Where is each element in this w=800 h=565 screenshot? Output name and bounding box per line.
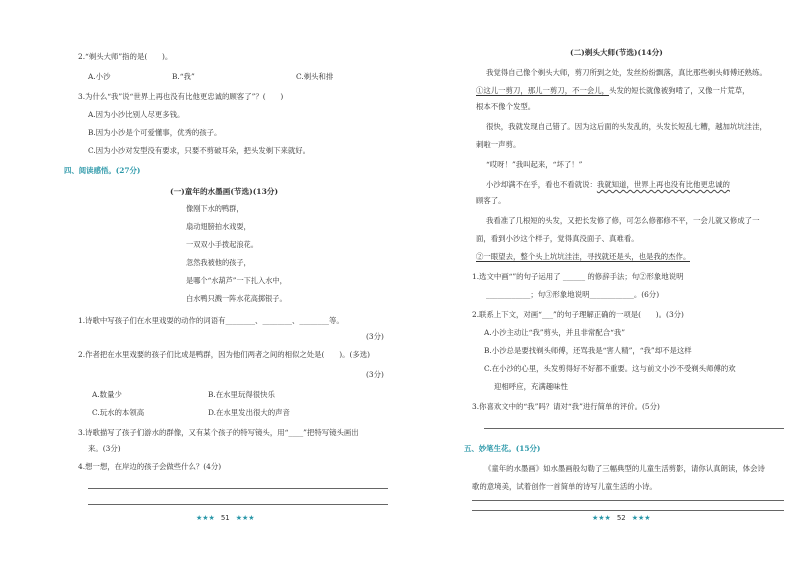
option-d: D.在水里发出很大的声音 bbox=[208, 408, 290, 417]
option-b: B.小沙总是要找剃头师傅，还骂我是“害人精”，“我”却不是这样 bbox=[484, 346, 692, 355]
question-3: 3.诗歌描写了孩子们游水的群像，又有某个孩子的特写镜头，用“____”把特写镜头画出 bbox=[78, 428, 359, 437]
option-a: A.数量少 bbox=[92, 390, 122, 399]
question-3-cont: 来。(3分) bbox=[88, 444, 121, 453]
answer-line[interactable] bbox=[484, 428, 784, 429]
option-c: C.剃头和排 bbox=[296, 72, 334, 81]
star-icon: ★★★ bbox=[235, 514, 255, 522]
section-heading: 四、阅读感悟。(27分) bbox=[64, 166, 141, 175]
option-c: C.因为小沙对发型没有要求，只要不剪破耳朵，把头发剃下来就好。 bbox=[88, 146, 311, 155]
answer-line[interactable] bbox=[88, 488, 388, 489]
option-a: A.小沙 bbox=[88, 72, 111, 81]
question-2: 2.联系上下文，对画“___”的句子理解正确的一项是( )。(3分) bbox=[472, 310, 684, 319]
paragraph: “哎呀！”我叫起来，“坏了！” bbox=[486, 160, 583, 169]
star-icon: ★★★ bbox=[631, 514, 651, 522]
paragraph: ①这儿一剪刀，那儿一剪刀，不一会儿，头发的短长就像被狗啃了，又像一片荒草， bbox=[476, 86, 750, 95]
question-1-cont: ____________；句③形象地说明____________。(6分) bbox=[486, 290, 660, 299]
paragraph-cont: ②一眼望去，整个头上坑坑洼洼，寻找就还是头，也是我的杰作。 bbox=[476, 252, 691, 261]
paragraph-cont: 面，看到小沙这个样子，觉得真没面子、真难看。 bbox=[476, 234, 639, 243]
paragraph-cont: 根本不像个发型。 bbox=[476, 102, 536, 111]
page-footer bbox=[592, 514, 651, 522]
prompt-text: 《童年的水墨画》如水墨画般勾勒了三幅典型的儿童生活剪影，请你认真朗读，体会诗 bbox=[484, 464, 765, 473]
question-1: 1.选文中画“”的句子运用了 ______ 的修辞手法；句②形象地说明 bbox=[472, 272, 684, 281]
poem-line: 像刚下水的鸭群， bbox=[186, 204, 244, 213]
option-b: B.“我” bbox=[172, 72, 195, 81]
question-3: 3.你喜欢文中的“我”吗？请对“我”进行简单的评价。(5分) bbox=[472, 402, 660, 411]
option-c-cont: 迎相呼应，充满趣味性 bbox=[494, 382, 568, 391]
answer-line[interactable] bbox=[472, 500, 784, 501]
question-2: 2.“剃头大师”指的是( )。 bbox=[78, 52, 173, 61]
paragraph: 很快，我就发现自己错了。因为这后面的头发乱的，头发长短乱七糟，越加坑坑洼洼， bbox=[486, 122, 767, 131]
paragraph: 我看准了几根短的头发，又把长发修了修，可怎么修都修不平，一会儿就又修成了一 bbox=[486, 216, 760, 225]
option-b: B.因为小沙是个可爱懂事，优秀的孩子。 bbox=[88, 128, 222, 137]
question-2: 2.作者把在水里戏要的孩子们比成是鸭群，因为他们两者之间的相似之处是( )。(多选) bbox=[78, 350, 371, 359]
score: (3分) bbox=[366, 332, 384, 341]
option-c: C.在小沙的心里，头发剪得好不好都不重要。这与前文小沙不受剃头师傅的欢 bbox=[484, 364, 736, 373]
answer-line[interactable] bbox=[88, 504, 388, 505]
poem-line: 忽然我被他的孩子， bbox=[186, 258, 251, 267]
question-1: 1.诗歌中写孩子们在水里戏耍的动作的词语有________、________、________等。 bbox=[78, 316, 344, 325]
prompt-text-cont: 歌的意境美，试着创作一首简单的诗写儿童生活的小诗。 bbox=[472, 482, 657, 491]
option-a: A.因为小沙比别人尽更多钱。 bbox=[88, 110, 185, 119]
star-icon: ★★★ bbox=[592, 514, 611, 522]
passage-title: (一)童年的水墨画(节选)(13分) bbox=[170, 187, 279, 196]
paragraph-cont: 顾客了。 bbox=[476, 196, 506, 205]
question-3: 3.为什么“我”说“世界上再也没有比他更忠诚的顾客了”？( ) bbox=[78, 92, 284, 101]
poem-line: 是哪个“水葫芦”一下扎入水中， bbox=[186, 276, 287, 285]
option-c: C.玩水的本领高 bbox=[92, 408, 145, 417]
poem-line: 扇动翅膀拍水戏耍， bbox=[186, 222, 251, 231]
poem-line: 一双双小手拨起浪花。 bbox=[186, 240, 258, 249]
paragraph-cont: 刺啦一声剪。 bbox=[476, 140, 521, 149]
paragraph: 我觉得自己像个剃头大师，剪刀所到之处，发丝纷纷飘落，真比那些剃头师傅还熟练。 bbox=[486, 68, 767, 77]
page-number: 51 bbox=[220, 514, 230, 522]
page-footer bbox=[196, 514, 255, 522]
option-a: A.小沙主动让“我”剪头，并且非常配合“我” bbox=[484, 328, 626, 337]
paragraph: 小沙却满不在乎，看也不看就说：我就知道，世界上再也没有比他更忠诚的 bbox=[486, 180, 730, 189]
score: (3分) bbox=[366, 370, 384, 379]
section-heading: 五、妙笔生花。(15分) bbox=[464, 444, 541, 453]
passage-title: (二)剃头大师(节选)(14分) bbox=[570, 48, 663, 57]
right-page bbox=[400, 0, 800, 565]
answer-line[interactable] bbox=[472, 510, 784, 511]
page-number: 52 bbox=[616, 514, 626, 522]
poem-line: 白水鸭只溅一阵水花高掷银子。 bbox=[186, 294, 287, 303]
question-4: 4.想一想，在岸边的孩子会做些什么？(4分) bbox=[78, 462, 222, 471]
star-icon: ★★★ bbox=[196, 514, 215, 522]
option-b: B.在水里玩得很快乐 bbox=[208, 390, 275, 399]
